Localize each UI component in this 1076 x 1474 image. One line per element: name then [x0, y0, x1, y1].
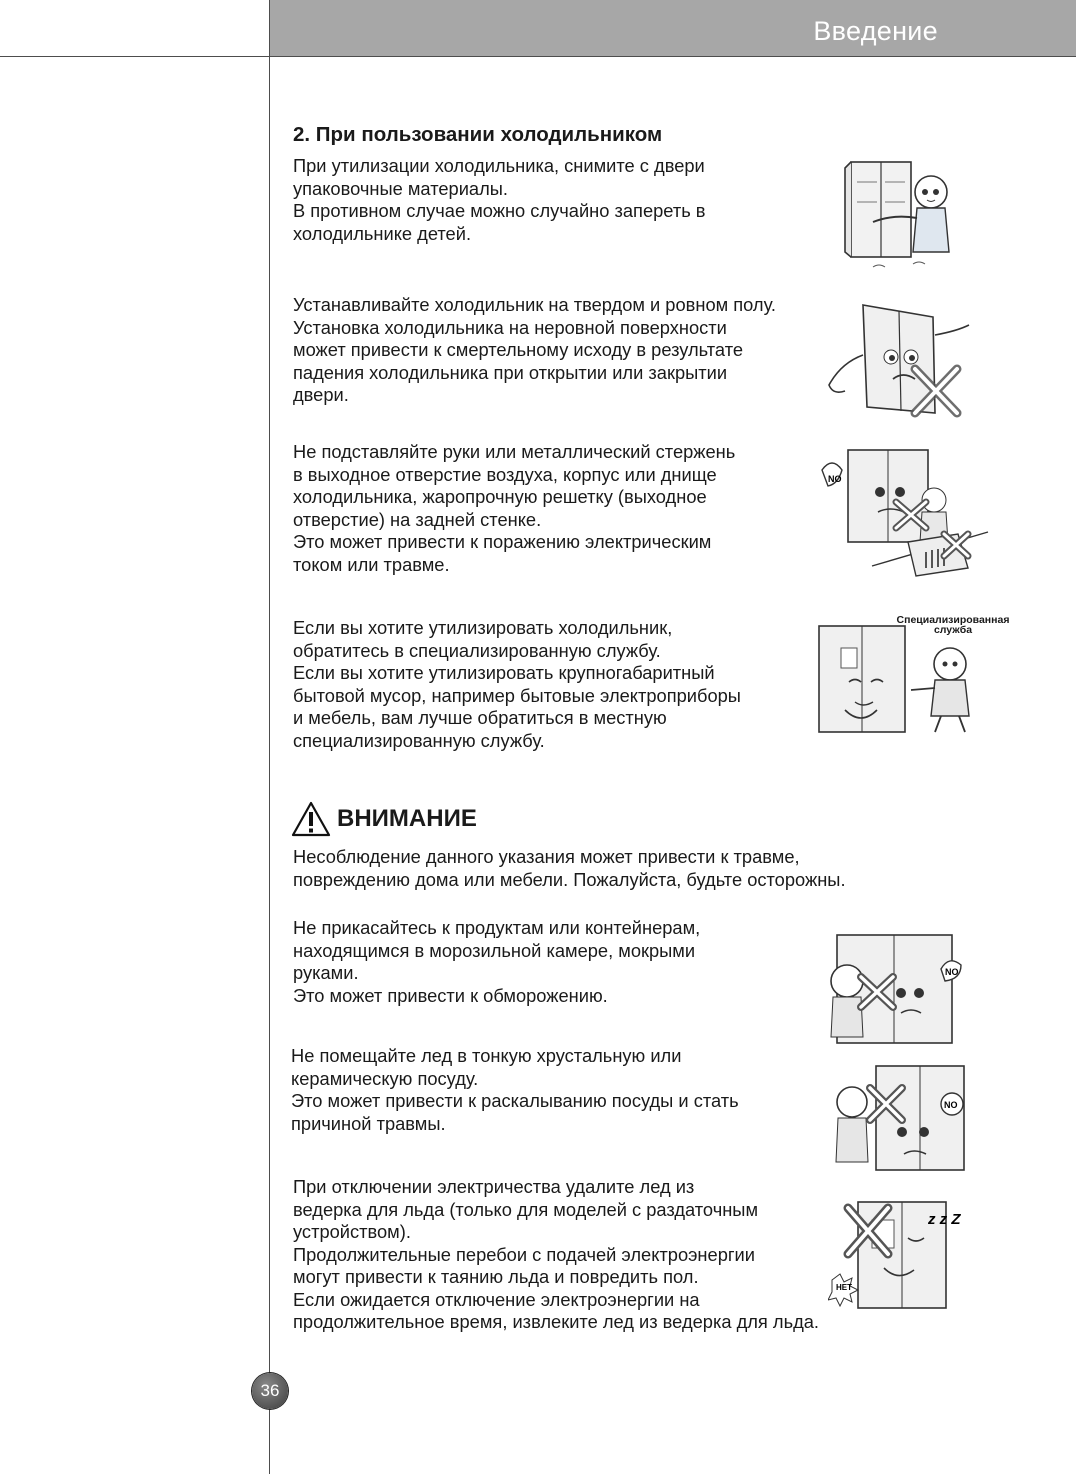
text-line: бытовой мусор, например бытовые электроприборы [293, 684, 741, 706]
illustration-thin-glass [832, 1062, 972, 1174]
text-line: может привести к смертельному исходу в результате [293, 339, 744, 360]
header-title: Введение [813, 16, 938, 46]
paragraph-wet-hands [293, 917, 700, 1007]
illustration-wet-hands [817, 931, 982, 1046]
zzz-label: z z Z [928, 1211, 961, 1228]
header-divider [0, 56, 1076, 57]
text-line: и мебель, вам лучше обратиться в местную [293, 707, 667, 728]
text-line: Не помещайте лед в тонкую хрустальную или [291, 1045, 682, 1066]
text-line: причиной травмы. [291, 1112, 446, 1134]
text-line: холодильника, жаропрочную решетку (выходное [293, 486, 707, 507]
text-line: током или травме. [293, 553, 450, 575]
illustration-disposal-service [815, 618, 985, 740]
text-line: Если вы хотите утилизировать крупногабаритный [293, 662, 715, 683]
caution-heading-text: ВНИМАНИЕ [337, 805, 477, 832]
no-label: NO [945, 967, 959, 977]
illustration-uneven-floor [823, 295, 973, 423]
text-line: упаковочные материалы. [293, 177, 508, 199]
text-line: Если вы хотите утилизировать холодильник, [293, 617, 673, 638]
text-line: могут привести к таянию льда и повредить пол. [293, 1266, 699, 1287]
page-number: 36 [252, 1373, 288, 1409]
net-label: НЕТ [836, 1283, 852, 1292]
text-line: устройством). [293, 1221, 411, 1242]
illustration-child-in-fridge [843, 152, 955, 277]
text-line: отверстие) на задней стенке. [293, 508, 542, 530]
text-line: При отключении электричества удалите лед из [293, 1176, 695, 1197]
text-line: Это может привести к поражению электрическим [293, 531, 712, 552]
service-label: Специализированная служба [896, 614, 1010, 636]
margin-rule [269, 0, 270, 1474]
text-line: находящимся в морозильной камере, мокрыми [293, 939, 696, 961]
text-line: ведерка для льда (только для моделей с раздаточным [293, 1198, 759, 1220]
text-line: Несоблюдение данного указания может привести к травме, [293, 846, 800, 867]
text-line: Продолжительные перебои с подачей электроэнергии [293, 1243, 755, 1265]
section-title: 2. При пользовании холодильником [293, 123, 663, 146]
text-line: керамическую посуду. [291, 1067, 479, 1089]
warning-triangle-icon [291, 801, 331, 837]
text-line: Устанавливайте холодильник на твердом и ровном полу. [293, 294, 776, 315]
text-line: в выходное отверстие воздуха, корпус или днище [293, 463, 717, 485]
paragraph-power-failure [293, 1176, 819, 1334]
text-line: Не подставляйте руки или металлический стержень [293, 441, 736, 462]
text-line: Это может привести к обморожению. [293, 984, 608, 1006]
text-line: В противном случае можно случайно запереть в [293, 200, 706, 221]
no-label: NO [944, 1100, 958, 1110]
text-line: холодильнике детей. [293, 222, 472, 244]
text-line: повреждению дома или мебели. Пожалуйста, будьте осторожны. [293, 868, 846, 890]
text-line: Не прикасайтесь к продуктам или контейнерам, [293, 917, 701, 938]
text-line: Если ожидается отключение электроэнергии на [293, 1288, 700, 1310]
illustration-air-outlet [808, 442, 993, 582]
text-line: двери. [293, 384, 349, 405]
paragraph-level-floor [293, 294, 776, 407]
caution-heading [291, 801, 477, 837]
paragraph-air-outlet [293, 441, 735, 576]
paragraph-disposal [293, 617, 741, 752]
text-line: продолжительное время, извлеките лед из ведерка для льда. [293, 1311, 820, 1332]
caution-intro [293, 846, 846, 891]
header-bar [270, 0, 1076, 56]
text-line: падения холодильника при открытии или закрытии [293, 361, 728, 383]
illustration-power-failure [828, 1198, 978, 1313]
paragraph-thin-glass [291, 1045, 739, 1135]
text-line: специализированную службу. [293, 729, 545, 751]
text-line: руками. [293, 962, 359, 983]
no-label: NO [828, 474, 842, 484]
text-line: Это может привести к раскалыванию посуды и стать [291, 1090, 739, 1111]
text-line: обратитесь в специализированную службу. [293, 639, 661, 661]
paragraph-remove-packaging [293, 155, 706, 245]
text-line: Установка холодильника на неровной поверхности [293, 316, 727, 338]
text-line: При утилизации холодильника, снимите с двери [293, 155, 705, 176]
